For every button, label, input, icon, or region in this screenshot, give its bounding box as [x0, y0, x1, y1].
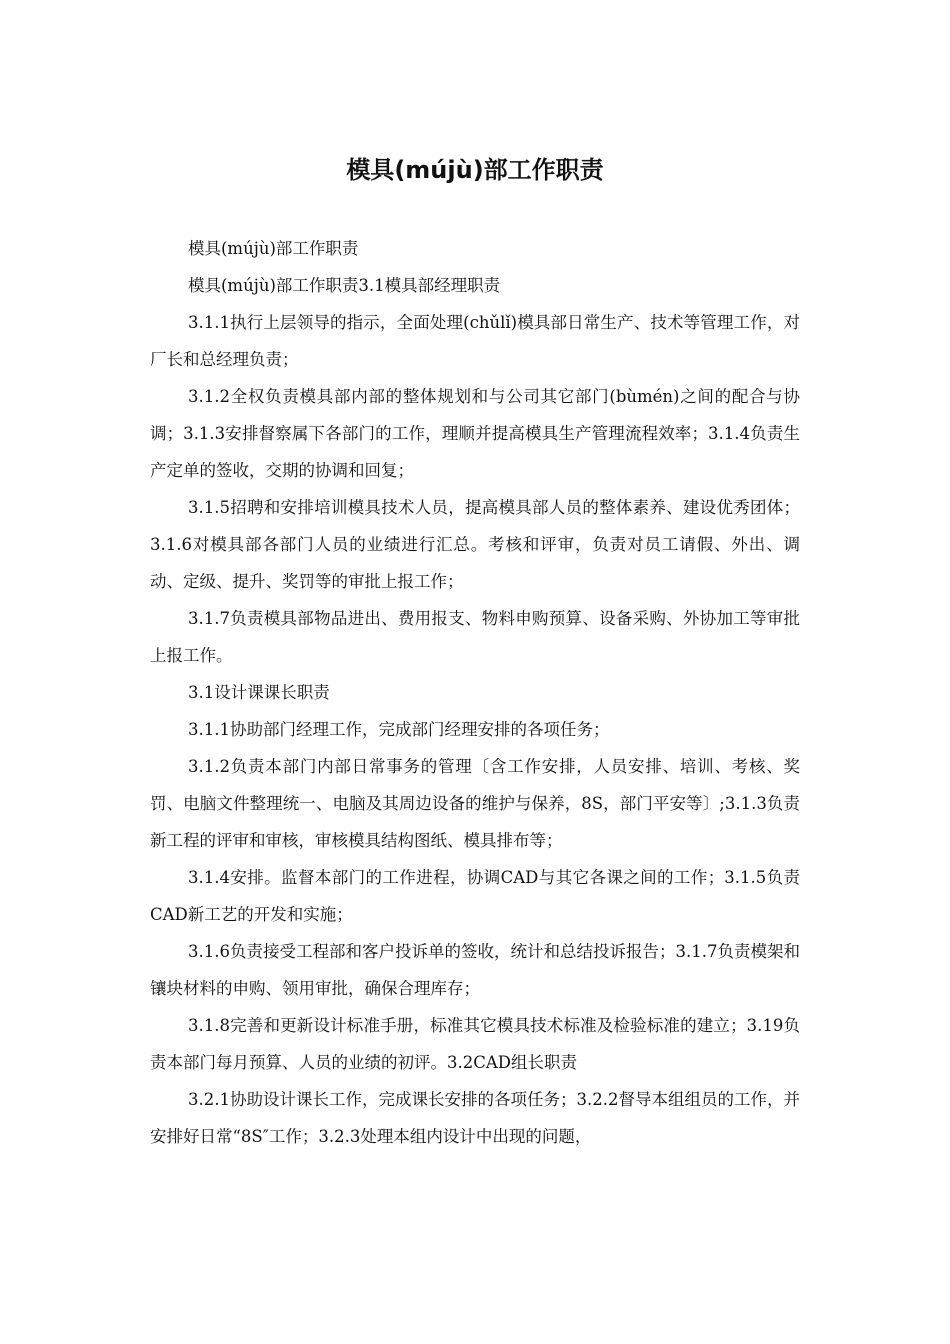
paragraph: 3.1.1执行上层领导的指示，全面处理(chǔlǐ)模具部日常生产、技术等管理工作，对厂长和总经理负责； [150, 313, 800, 369]
paragraph: 3.1.8完善和更新设计标准手册，标准其它模具技术标准及检验标准的建立；3.19负责本部门每月预算、人员的业绩的初评。3.2CAD组长职责 [150, 1016, 800, 1072]
document-title: 模具(mújù)部工作职责 [346, 156, 604, 184]
paragraph: 3.1.1协助部门经理工作，完成部门经理安排的各项任务； [188, 720, 610, 739]
paragraph: 3.1.2全权负责模具部内部的整体规划和与公司其它部门(bùmén)之间的配合与协调；3.1.3安排督察属下各部门的工作，理顺并提高模具生产管理流程效率；3.1.4负责生产定单的签收，交期的协调和回复； [150, 387, 800, 480]
paragraph: 模具(mújù)部工作职责 [188, 239, 359, 258]
paragraph: 3.1.4安排。监督本部门的工作进程，协调CAD与其它各课之间的工作；3.1.5负责CAD新工艺的开发和实施； [150, 868, 800, 924]
document-body [150, 230, 800, 1155]
paragraph: 3.1设计课课长职责 [188, 683, 330, 702]
paragraph: 3.1.6负责接受工程部和客户投诉单的签收，统计和总结投诉报告；3.1.7负责模架和镶块材料的申购、领用审批，确保合理库存； [150, 942, 800, 998]
paragraph: 3.1.5招聘和安排培训模具技术人员，提高模具部人员的整体素养、建设优秀团体；3.1.6对模具部各部门人员的业绩进行汇总。考核和评审，负责对员工请假、外出、调动、定级、提升、奖罚等的审批上报工作； [150, 498, 800, 591]
paragraph: 3.1.2负责本部门内部日常事务的管理〔含工作安排，人员安排、培训、考核、奖罚、电脑文件整理统一、电脑及其周边设备的维护与保养，8S，部门平安等〕;3.1.3负责新工程的评审和审核，审核模具结构图纸、模具排布等； [150, 757, 800, 850]
paragraph: 3.1.7负责模具部物品进出、费用报支、物料申购预算、设备采购、外协加工等审批上报工作。 [150, 609, 800, 665]
paragraph: 3.2.1协助设计课长工作，完成课长安排的各项任务；3.2.2督导本组组员的工作，并安排好日常“8S″工作；3.2.3处理本组内设计中出现的问题， [150, 1090, 800, 1146]
paragraph: 模具(mújù)部工作职责3.1模具部经理职责 [188, 276, 501, 295]
